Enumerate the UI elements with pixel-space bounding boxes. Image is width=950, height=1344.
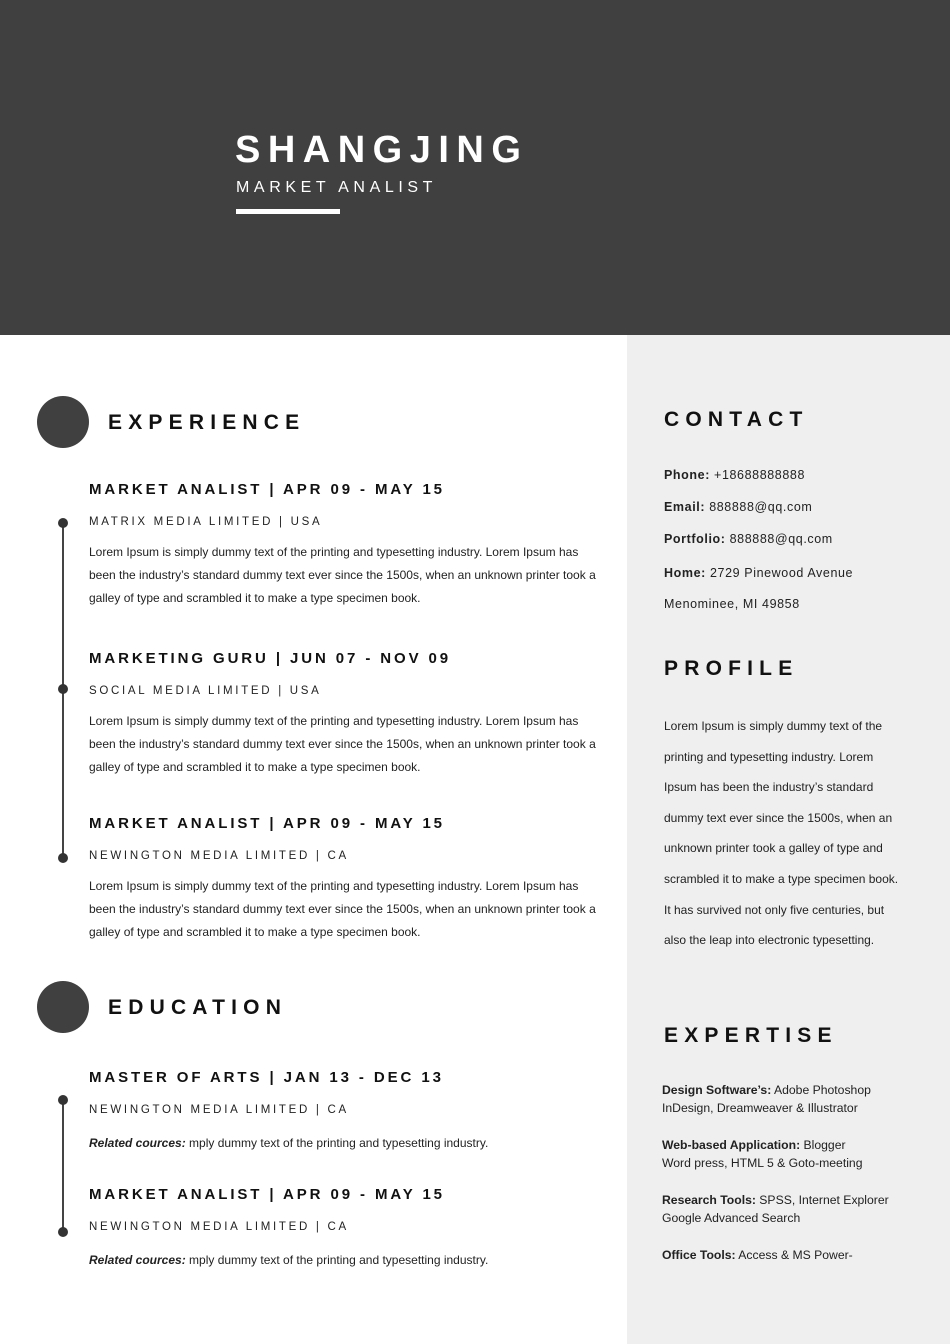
email-value: 888888@qq.com bbox=[705, 500, 813, 514]
job-company: SOCIAL MEDIA LIMITED | USA bbox=[89, 685, 322, 697]
courses-label: Related cources: bbox=[89, 1136, 186, 1150]
expertise-line1: Access & MS Power- bbox=[735, 1248, 853, 1262]
school-name: NEWINGTON MEDIA LIMITED | CA bbox=[89, 1104, 349, 1116]
expertise-line1: Adobe Photoshop bbox=[771, 1083, 871, 1097]
contact-phone bbox=[664, 467, 805, 483]
related-courses bbox=[89, 1252, 488, 1268]
expertise-line2: InDesign, Dreamweaver & Illustrator bbox=[662, 1101, 858, 1115]
expertise-item bbox=[662, 1191, 932, 1227]
contact-heading: CONTACT bbox=[664, 408, 809, 431]
degree-title: MASTER OF ARTS | JAN 13 - DEC 13 bbox=[89, 1069, 444, 1086]
timeline-dot bbox=[58, 853, 68, 863]
education-heading: EDUCATION bbox=[108, 996, 288, 1019]
expertise-line2: Google Advanced Search bbox=[662, 1211, 801, 1225]
expertise-line2: Word press, HTML 5 & Goto-meeting bbox=[662, 1156, 863, 1170]
timeline-dot bbox=[58, 518, 68, 528]
phone-value: +18688888888 bbox=[709, 468, 806, 482]
degree-title: MARKET ANALIST | APR 09 - MAY 15 bbox=[89, 1186, 445, 1203]
job-description: Lorem Ipsum is simply dummy text of the printing and typesetting industry. Lorem Ipsum has been the industry’s standard dummy text ever since the 1500s, when an unknown printer took a galley of type and scrambled it to make a type specimen book. bbox=[89, 879, 596, 939]
job-title: MARKET ANALIST | APR 09 - MAY 15 bbox=[89, 815, 445, 832]
job-description: Lorem Ipsum is simply dummy text of the printing and typesetting industry. Lorem Ipsum has been the industry’s standard dummy text ever since the 1500s, when an unknown printer took a galley of type and scrambled it to make a type specimen book. bbox=[89, 545, 596, 605]
related-courses bbox=[89, 1135, 488, 1151]
job-company: NEWINGTON MEDIA LIMITED | CA bbox=[89, 850, 349, 862]
home-label: Home: bbox=[664, 566, 706, 580]
experience-heading: EXPERIENCE bbox=[108, 411, 306, 434]
header-banner bbox=[0, 0, 950, 335]
contact-portfolio bbox=[664, 531, 833, 547]
timeline-dot bbox=[58, 1227, 68, 1237]
job-title: MARKET ANALIST | APR 09 - MAY 15 bbox=[89, 481, 445, 498]
expertise-item bbox=[662, 1136, 932, 1172]
contact-email bbox=[664, 499, 812, 515]
profile-heading: PROFILE bbox=[664, 657, 799, 680]
person-role: MARKET ANALIST bbox=[236, 179, 438, 196]
header-underline bbox=[236, 209, 340, 214]
expertise-label: Research Tools: bbox=[662, 1193, 756, 1207]
school-name: NEWINGTON MEDIA LIMITED | CA bbox=[89, 1221, 349, 1233]
timeline-dot bbox=[58, 684, 68, 694]
home-value: 2729 Pinewood Avenue bbox=[705, 566, 854, 580]
expertise-label: Web-based Application: bbox=[662, 1138, 801, 1152]
job-title: MARKETING GURU | JUN 07 - NOV 09 bbox=[89, 650, 452, 667]
courses-text: mply dummy text of the printing and typesetting industry. bbox=[185, 1253, 489, 1267]
expertise-label: Design Software’s: bbox=[662, 1083, 772, 1097]
profile-text: Lorem Ipsum is simply dummy text of the printing and typesetting industry. Lorem Ipsum has been the industry’s standard dummy text ever since the 1500s, when an unknown printer took a galley of type and scrambled it to make a type specimen book. It has survived not only five centuries, but also the leap into electronic typesetting. bbox=[664, 719, 899, 948]
education-timeline bbox=[62, 1100, 64, 1232]
courses-text: mply dummy text of the printing and typesetting industry. bbox=[185, 1136, 489, 1150]
expertise-line1: Blogger bbox=[800, 1138, 846, 1152]
expertise-item bbox=[662, 1246, 932, 1264]
timeline-dot bbox=[58, 1095, 68, 1105]
person-name: SHANGJING bbox=[235, 129, 529, 171]
education-bullet-circle bbox=[37, 981, 89, 1033]
expertise-heading: EXPERTISE bbox=[664, 1024, 838, 1047]
expertise-label: Office Tools: bbox=[662, 1248, 736, 1262]
expertise-line1: SPSS, Internet Explorer bbox=[755, 1193, 889, 1207]
portfolio-value: 888888@qq.com bbox=[725, 532, 833, 546]
portfolio-label: Portfolio: bbox=[664, 532, 726, 546]
email-label: Email: bbox=[664, 500, 706, 514]
contact-home bbox=[664, 565, 853, 581]
contact-home-line2: Menominee, MI 49858 bbox=[664, 597, 800, 611]
job-company: MATRIX MEDIA LIMITED | USA bbox=[89, 516, 323, 528]
phone-label: Phone: bbox=[664, 468, 710, 482]
job-description: Lorem Ipsum is simply dummy text of the printing and typesetting industry. Lorem Ipsum has been the industry’s standard dummy text ever since the 1500s, when an unknown printer took a galley of type and scrambled it to make a type specimen book. bbox=[89, 714, 596, 774]
expertise-item bbox=[662, 1081, 932, 1117]
experience-bullet-circle bbox=[37, 396, 89, 448]
courses-label: Related cources: bbox=[89, 1253, 186, 1267]
